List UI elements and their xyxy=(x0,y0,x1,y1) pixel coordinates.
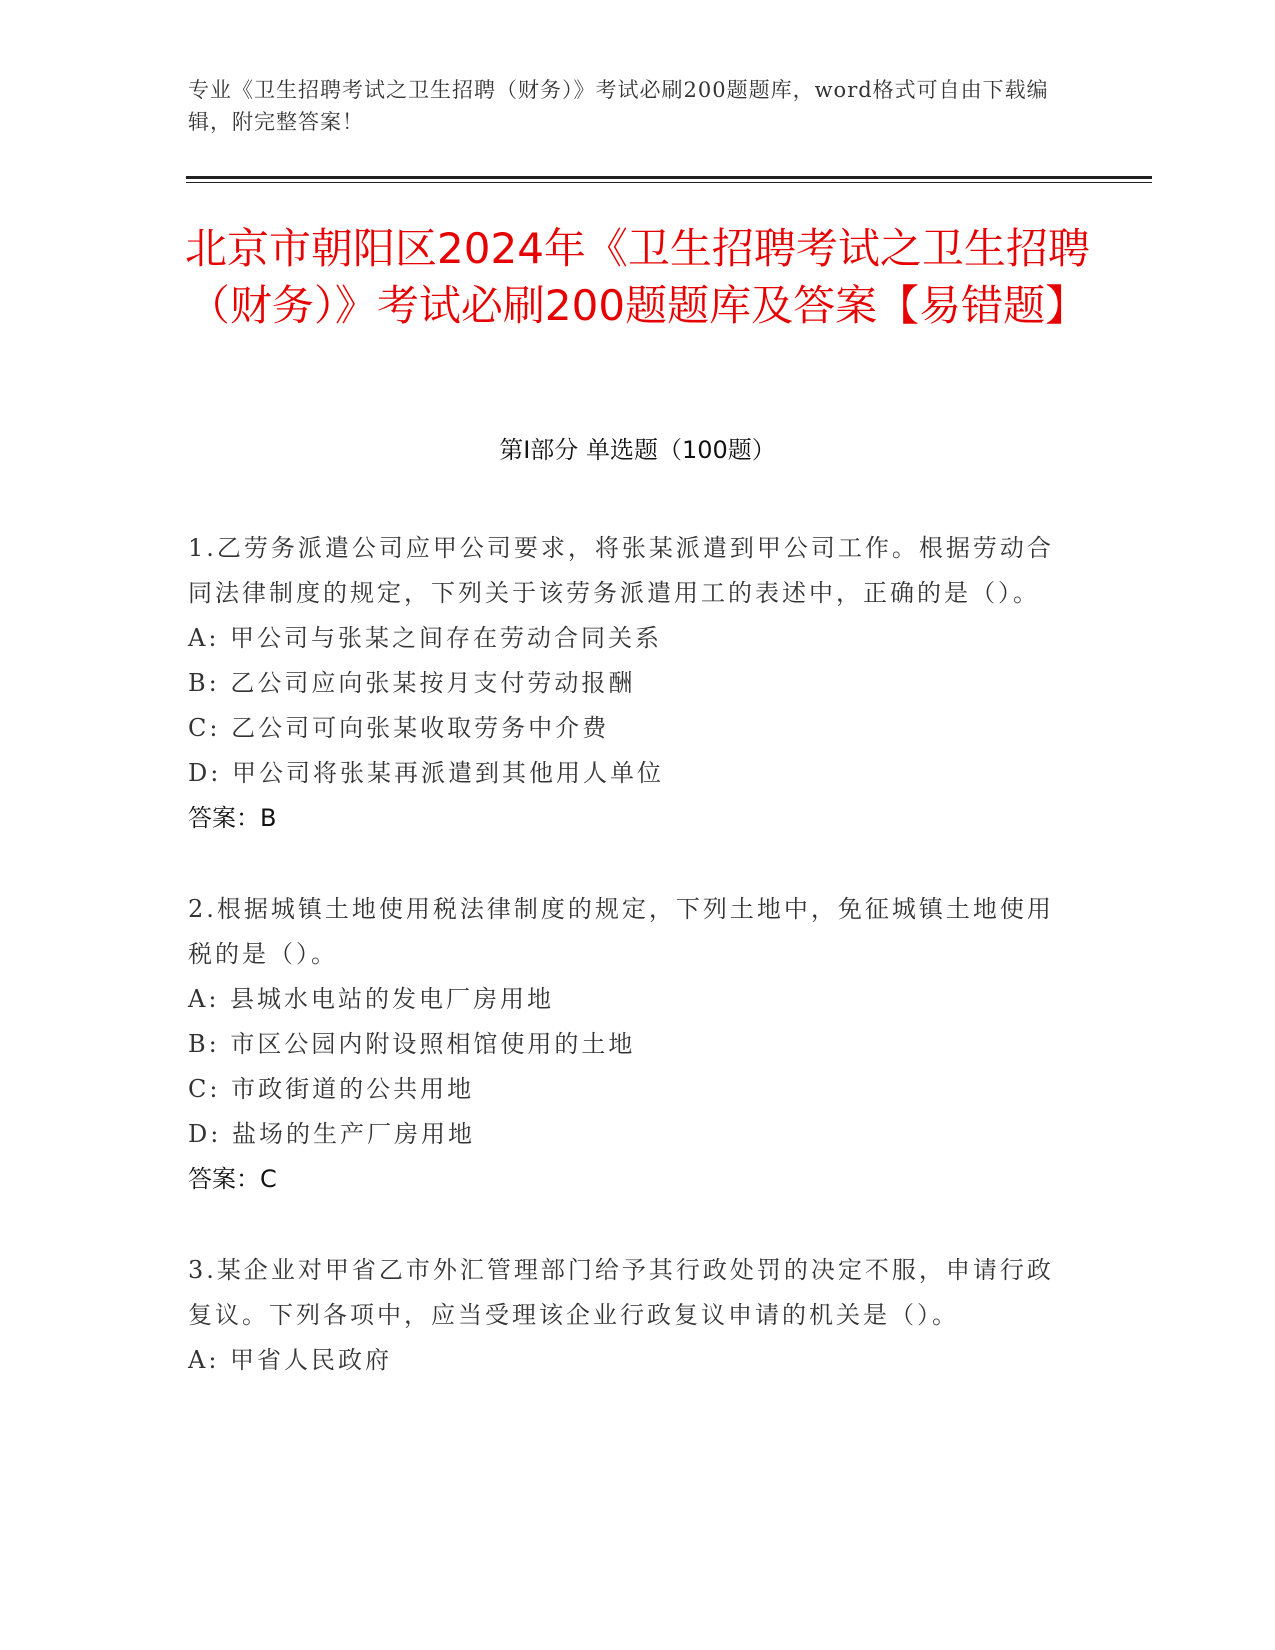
answer: 答案：B xyxy=(188,804,277,832)
question-1 xyxy=(188,526,1068,841)
answer: 答案：C xyxy=(188,1165,277,1193)
option-c: C: 市政街道的公共用地 xyxy=(188,1075,475,1103)
option-b: B: 市区公园内附设照相馆使用的土地 xyxy=(188,1030,636,1058)
option-a: A: 甲省人民政府 xyxy=(188,1346,393,1374)
option-d: D: 盐场的生产厂房用地 xyxy=(188,1120,475,1148)
question-stem: 2.根据城镇土地使用税法律制度的规定，下列土地中，免征城镇土地使用税的是（）。 xyxy=(188,895,1054,968)
header-divider-thin xyxy=(186,182,1152,183)
question-2 xyxy=(188,887,1068,1202)
header-note: 专业《卫生招聘考试之卫生招聘（财务）》考试必刷200题题库，word格式可自由下载编辑，附完整答案！ xyxy=(188,78,1049,134)
question-list xyxy=(188,526,1068,1429)
option-a: A: 甲公司与张某之间存在劳动合同关系 xyxy=(188,624,663,652)
option-c: C: 乙公司可向张某收取劳务中介费 xyxy=(188,714,610,742)
document-title: 北京市朝阳区2024年《卫生招聘考试之卫生招聘（财务）》考试必刷200题题库及答案【易错题】 xyxy=(185,224,1090,330)
option-d: D: 甲公司将张某再派遣到其他用人单位 xyxy=(188,759,664,787)
question-3 xyxy=(188,1248,1068,1383)
option-b: B: 乙公司应向张某按月支付劳动报酬 xyxy=(188,669,636,697)
header-divider xyxy=(186,176,1152,179)
question-stem: 3.某企业对甲省乙市外汇管理部门给予其行政处罚的决定不服，申请行政复议。下列各项中，应当受理该企业行政复议申请的机关是（）。 xyxy=(188,1256,1054,1329)
question-stem: 1.乙劳务派遣公司应甲公司要求，将张某派遣到甲公司工作。根据劳动合同法律制度的规定，下列关于该劳务派遣用工的表述中，正确的是（）。 xyxy=(188,534,1054,607)
section-heading: 第Ⅰ部分 单选题（100题） xyxy=(499,436,776,464)
option-a: A: 县城水电站的发电厂房用地 xyxy=(188,985,555,1013)
